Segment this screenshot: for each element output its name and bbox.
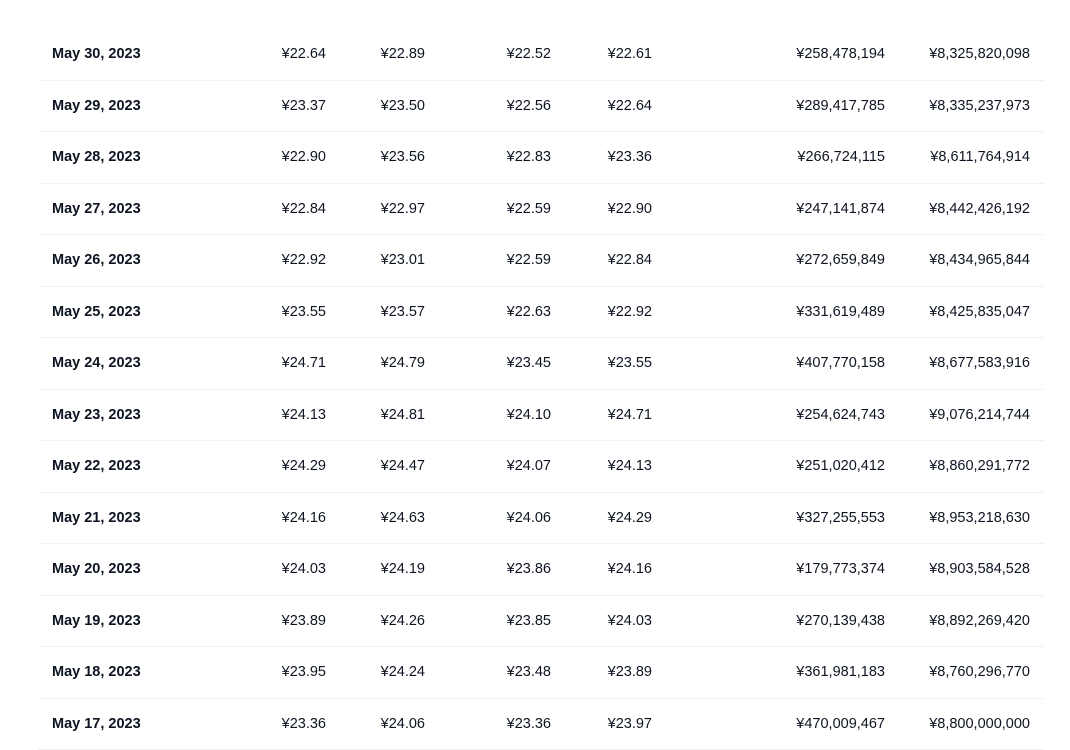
high-cell: ¥23.01 (381, 235, 425, 287)
date-cell: May 28, 2023 (52, 132, 141, 184)
volume-cell: ¥361,981,183 (796, 647, 885, 699)
low-cell: ¥23.48 (507, 647, 551, 699)
date-cell: May 30, 2023 (52, 29, 141, 81)
high-cell: ¥24.79 (381, 338, 425, 390)
market-cap-cell: ¥8,425,835,047 (929, 287, 1030, 339)
low-cell: ¥23.36 (507, 699, 551, 750)
high-cell: ¥24.26 (381, 596, 425, 648)
low-cell: ¥22.63 (507, 287, 551, 339)
high-cell: ¥24.19 (381, 544, 425, 596)
open-cell: ¥23.36 (282, 699, 326, 750)
low-cell: ¥22.52 (507, 29, 551, 81)
date-cell: May 17, 2023 (52, 699, 141, 750)
close-cell: ¥24.13 (608, 441, 652, 493)
table-row (38, 699, 1044, 750)
table-row (38, 132, 1044, 184)
table-row (38, 235, 1044, 287)
low-cell: ¥22.59 (507, 184, 551, 236)
high-cell: ¥24.81 (381, 390, 425, 442)
market-cap-cell: ¥9,076,214,744 (929, 390, 1030, 442)
open-cell: ¥24.71 (282, 338, 326, 390)
close-cell: ¥23.89 (608, 647, 652, 699)
date-cell: May 22, 2023 (52, 441, 141, 493)
volume-cell: ¥407,770,158 (796, 338, 885, 390)
high-cell: ¥22.97 (381, 184, 425, 236)
close-cell: ¥23.55 (608, 338, 652, 390)
date-cell: May 19, 2023 (52, 596, 141, 648)
market-cap-cell: ¥8,760,296,770 (929, 647, 1030, 699)
market-cap-cell: ¥8,325,820,098 (929, 29, 1030, 81)
open-cell: ¥24.13 (282, 390, 326, 442)
volume-cell: ¥266,724,115 (797, 132, 885, 184)
close-cell: ¥24.71 (608, 390, 652, 442)
close-cell: ¥22.64 (608, 81, 652, 133)
open-cell: ¥24.03 (282, 544, 326, 596)
table-row (38, 596, 1044, 648)
table-row (38, 29, 1044, 81)
close-cell: ¥24.16 (608, 544, 652, 596)
table-row (38, 390, 1044, 442)
market-cap-cell: ¥8,953,218,630 (929, 493, 1030, 545)
date-cell: May 21, 2023 (52, 493, 141, 545)
date-cell: May 18, 2023 (52, 647, 141, 699)
volume-cell: ¥251,020,412 (796, 441, 885, 493)
date-cell: May 23, 2023 (52, 390, 141, 442)
low-cell: ¥22.83 (507, 132, 551, 184)
close-cell: ¥22.84 (608, 235, 652, 287)
table-row (38, 287, 1044, 339)
market-cap-cell: ¥8,892,269,420 (929, 596, 1030, 648)
table-row (38, 184, 1044, 236)
volume-cell: ¥327,255,553 (796, 493, 885, 545)
low-cell: ¥22.59 (507, 235, 551, 287)
open-cell: ¥23.95 (282, 647, 326, 699)
volume-cell: ¥289,417,785 (796, 81, 885, 133)
open-cell: ¥22.92 (282, 235, 326, 287)
market-cap-cell: ¥8,611,764,914 (930, 132, 1030, 184)
low-cell: ¥23.86 (507, 544, 551, 596)
table-row (38, 544, 1044, 596)
open-cell: ¥22.90 (282, 132, 326, 184)
volume-cell: ¥470,009,467 (796, 699, 885, 750)
high-cell: ¥23.57 (381, 287, 425, 339)
market-cap-cell: ¥8,800,000,000 (929, 699, 1030, 750)
date-cell: May 24, 2023 (52, 338, 141, 390)
high-cell: ¥24.06 (381, 699, 425, 750)
market-cap-cell: ¥8,860,291,772 (929, 441, 1030, 493)
close-cell: ¥23.36 (608, 132, 652, 184)
close-cell: ¥23.97 (608, 699, 652, 750)
market-cap-cell: ¥8,434,965,844 (929, 235, 1030, 287)
low-cell: ¥23.45 (507, 338, 551, 390)
open-cell: ¥23.37 (282, 81, 326, 133)
date-cell: May 26, 2023 (52, 235, 141, 287)
date-cell: May 20, 2023 (52, 544, 141, 596)
volume-cell: ¥258,478,194 (796, 29, 885, 81)
close-cell: ¥24.03 (608, 596, 652, 648)
table-row (38, 81, 1044, 133)
open-cell: ¥24.29 (282, 441, 326, 493)
low-cell: ¥24.07 (507, 441, 551, 493)
market-cap-cell: ¥8,677,583,916 (929, 338, 1030, 390)
market-cap-cell: ¥8,442,426,192 (929, 184, 1030, 236)
close-cell: ¥22.92 (608, 287, 652, 339)
low-cell: ¥23.85 (507, 596, 551, 648)
close-cell: ¥22.90 (608, 184, 652, 236)
market-cap-cell: ¥8,903,584,528 (929, 544, 1030, 596)
high-cell: ¥23.50 (381, 81, 425, 133)
high-cell: ¥24.63 (381, 493, 425, 545)
open-cell: ¥24.16 (282, 493, 326, 545)
date-cell: May 27, 2023 (52, 184, 141, 236)
volume-cell: ¥270,139,438 (796, 596, 885, 648)
market-cap-cell: ¥8,335,237,973 (929, 81, 1030, 133)
table-row (38, 441, 1044, 493)
date-cell: May 29, 2023 (52, 81, 141, 133)
low-cell: ¥24.10 (507, 390, 551, 442)
volume-cell: ¥179,773,374 (796, 544, 885, 596)
low-cell: ¥24.06 (507, 493, 551, 545)
table-row (38, 493, 1044, 545)
close-cell: ¥22.61 (608, 29, 652, 81)
low-cell: ¥22.56 (507, 81, 551, 133)
volume-cell: ¥272,659,849 (796, 235, 885, 287)
high-cell: ¥24.24 (381, 647, 425, 699)
high-cell: ¥23.56 (381, 132, 425, 184)
volume-cell: ¥331,619,489 (796, 287, 885, 339)
open-cell: ¥22.64 (282, 29, 326, 81)
historical-data-table (38, 29, 1044, 750)
high-cell: ¥22.89 (381, 29, 425, 81)
open-cell: ¥23.89 (282, 596, 326, 648)
high-cell: ¥24.47 (381, 441, 425, 493)
volume-cell: ¥254,624,743 (796, 390, 885, 442)
close-cell: ¥24.29 (608, 493, 652, 545)
open-cell: ¥23.55 (282, 287, 326, 339)
date-cell: May 25, 2023 (52, 287, 141, 339)
table-row (38, 647, 1044, 699)
volume-cell: ¥247,141,874 (796, 184, 885, 236)
table-row (38, 338, 1044, 390)
open-cell: ¥22.84 (282, 184, 326, 236)
